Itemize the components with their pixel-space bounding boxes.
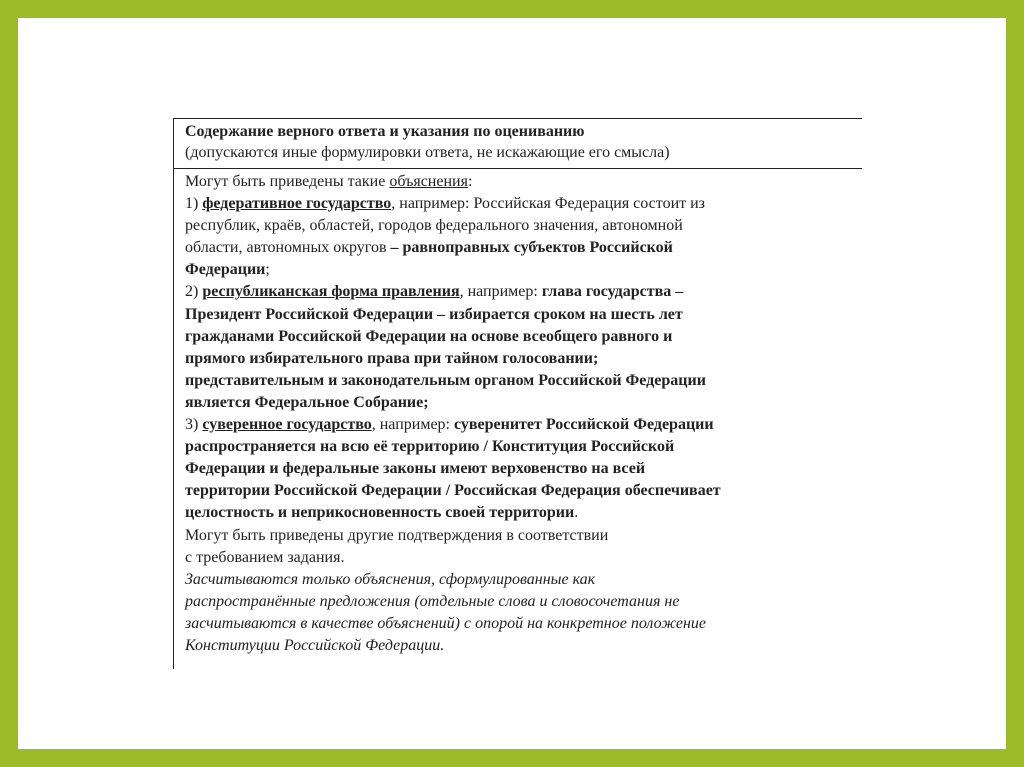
point-3-line-1 [185,414,855,436]
table-top-border [173,118,862,119]
point-1-line-4 [185,259,855,281]
point-3-number: 3) [185,416,203,434]
point-1-line-4-end: ; [265,261,270,279]
point-2-bold-start: глава государства – [541,283,684,301]
point-1-line-4-bold: Федерации [185,261,266,279]
point-1-text: , например: Российская Федерация состоит из [391,195,705,213]
intro-text: Могут быть приведены такие [185,173,390,190]
point-3-line-5-bold: целостность и неприкосновенность своей территории [185,504,575,522]
point-2-term: республиканская форма правления [202,283,460,301]
point-3-line-5 [185,502,855,524]
point-2-text: , например: [459,283,542,301]
point-2-line-3: гражданами Российской Федерации на основе всеобщего равного и [185,327,673,345]
note-line-3: засчитываются в качестве объяснений) с опорой на конкретное положение [185,614,707,632]
point-1-line-2: республик, краёв, областей, городов федерального значения, автономной [185,217,683,235]
point-2-line-4: прямого избирательного права при тайном голосовании; [185,349,599,367]
table-body [185,171,855,657]
point-1-line-1 [185,193,855,215]
point-2-line-2: Президент Российской Федерации – избирается сроком на шесть лет [185,305,683,323]
point-1-number: 1) [185,195,203,213]
answer-criteria-table [173,118,862,669]
note-line-4: Конституции Российской Федерации. [185,636,445,654]
table-left-border [173,118,174,669]
point-3-line-4: территории Российской Федерации / Российская Федерация обеспечивает [185,482,721,500]
note-line-1: Засчитываются только объяснения, сформулированные как [185,570,596,588]
header-subtitle: (допускаются иные формулировки ответа, не искажающие его смысла) [185,143,670,161]
point-2-line-1 [185,281,855,303]
point-3-line-3: Федерации и федеральные законы имеют верховенство на всей [185,460,646,478]
point-3-line-5-end: . [574,504,579,522]
intro-underlined: объяснения [389,173,468,190]
point-3-bold-start: суверенитет Российской Федерации [453,416,714,434]
point-2-line-6: является Федеральное Собрание; [185,393,429,411]
header-title: Содержание верного ответа и указания по оцениванию [185,123,585,140]
point-1-line-3 [185,237,855,259]
point-2-number: 2) [185,283,203,301]
slide [18,18,1006,749]
intro-colon: : [467,173,473,190]
intro-line [185,171,855,193]
point-3-text: , например: [371,416,454,434]
other-line-1: Могут быть приведены другие подтверждения в соответствии [185,526,609,544]
point-3-term: суверенное государство [202,416,372,434]
point-1-line-3-text: области, автономных округов [185,239,391,257]
point-1-line-3-bold: – равноправных субъектов Российской [390,239,673,257]
point-2-line-5: представительным и законодательным органом Российской Федерации [185,371,706,389]
note-line-2: распространённые предложения (отдельные слова и словосочетания не [185,592,680,610]
point-3-line-2: распространяется на всю её территорию / Конституция Российской [185,438,675,456]
table-header [185,122,855,163]
table-header-divider [173,168,862,169]
other-line-2: с требованием задания. [185,548,345,566]
point-1-term: федеративное государство [202,195,392,213]
